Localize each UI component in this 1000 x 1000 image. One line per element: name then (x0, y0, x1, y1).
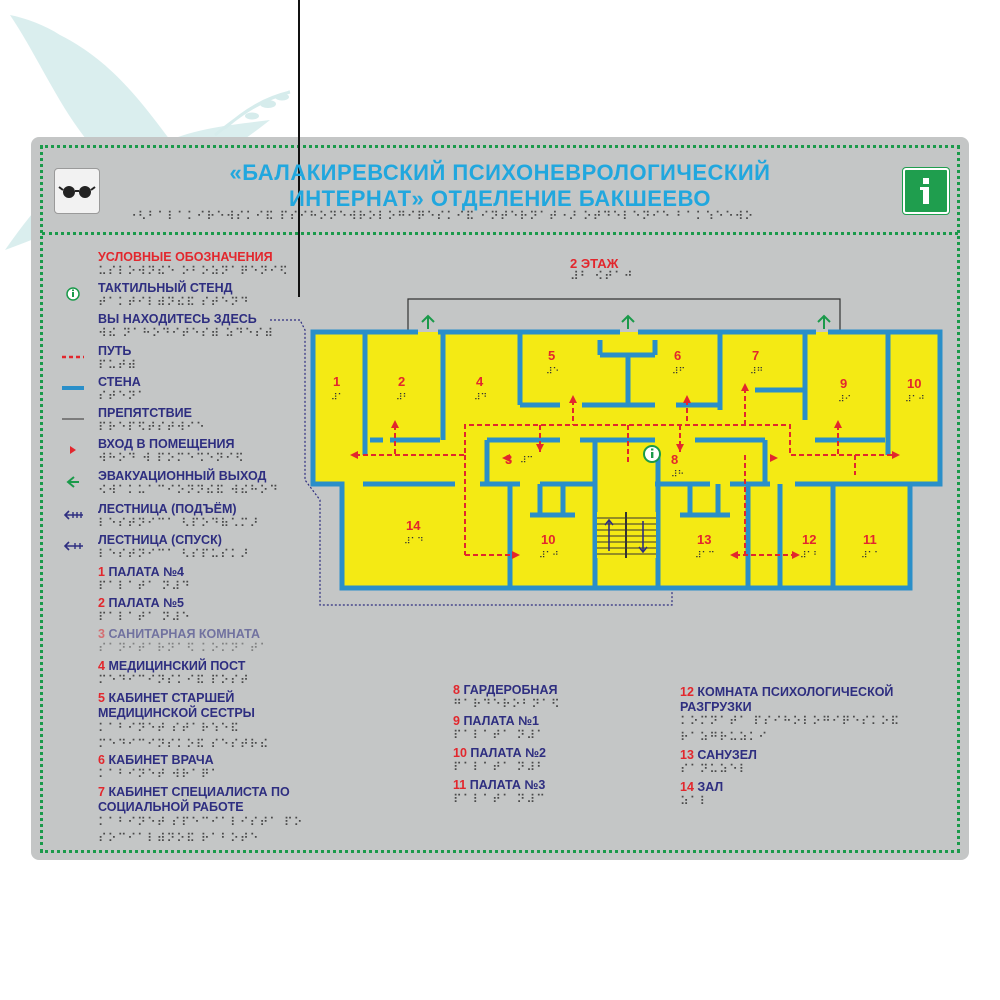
legend-item-braille: ⠪⠺⠁⠅⠥⠁⠉⠊⠕⠝⠝⠮⠯ ⠺⠮⠓⠕⠙ (98, 483, 280, 497)
legend-item-braille: ⠏⠗⠑⠏⠫⠞⠎⠞⠺⠊⠑ (98, 420, 206, 434)
room-list-item: 5 КАБИНЕТ СТАРШЕЙ (98, 691, 235, 705)
svg-text:⠼⠋: ⠼⠋ (672, 367, 686, 377)
title-line-2: ИНТЕРНАТ» ОТДЕЛЕНИЕ БАКШЕЕВО (288, 186, 712, 211)
svg-text:⠼⠁⠁: ⠼⠁⠁ (861, 551, 881, 561)
legend-item-label: ЛЕСТНИЦА (СПУСК) (98, 533, 222, 547)
legend-item-label: ВЫ НАХОДИТЕСЬ ЗДЕСЬ (98, 312, 257, 326)
evacuation-exits (422, 316, 830, 329)
room-list-braille: ⠅⠁⠃⠊⠝⠑⠞ ⠎⠏⠑⠉⠊⠁⠇⠊⠎⠞⠁ ⠏⠕ (98, 815, 304, 829)
legend-item-label: ПРЕПЯТСТВИЕ (98, 406, 192, 420)
room-list-braille: ⠏⠁⠇⠁⠞⠁ ⠝⠼⠁ (453, 728, 546, 742)
svg-text:⠼⠃: ⠼⠃ (396, 393, 410, 403)
room-list-item-line2: СОЦИАЛЬНОЙ РАБОТЕ (98, 800, 244, 814)
legend-item-braille: ⠇⠑⠎⠞⠝⠊⠉⠁ ⠣⠎⠏⠥⠎⠅⠜ (98, 547, 250, 561)
room-number: 8 (671, 452, 679, 467)
room-list-item: 8 ГАРДЕРОБНАЯ (453, 683, 558, 697)
legend-title: УСЛОВНЫЕ ОБОЗНАЧЕНИЯ (98, 250, 273, 264)
room-list-item: 10 ПАЛАТА №2 (453, 746, 546, 760)
room-list-item: 6 КАБИНЕТ ВРАЧА (98, 753, 214, 767)
legend-item-braille: ⠇⠑⠎⠞⠝⠊⠉⠁ ⠣⠏⠕⠙⠷⠡⠍⠜ (98, 516, 260, 530)
svg-text:⠼⠁: ⠼⠁ (331, 393, 345, 403)
room-list-braille: ⠅⠕⠍⠝⠁⠞⠁ ⠏⠎⠊⠓⠕⠇⠕⠛⠊⠟⠑⠎⠅⠕⠯ (680, 714, 901, 728)
floor-braille: ⠼⠃ ⠪⠞⠁⠚ (570, 269, 634, 283)
svg-text:⠼⠁⠚: ⠼⠁⠚ (539, 551, 559, 561)
room-number: 10 (541, 532, 556, 547)
room-number: 14 (406, 518, 421, 533)
svg-text:⠼⠉: ⠼⠉ (520, 456, 534, 466)
svg-text:⠼⠁⠚: ⠼⠁⠚ (905, 395, 925, 405)
title-braille: ⠐⠣⠃⠁⠇⠁⠅⠊⠗⠑⠺⠎⠅⠊⠯ ⠏⠎⠊⠓⠕⠝⠑⠺⠗⠕⠇⠕⠛⠊⠟⠑⠎⠅⠊⠯ ⠊⠝⠞⠑⠗⠝⠁⠞⠐⠜ ⠕⠞⠙⠑⠇⠑⠝⠊⠑ ⠃⠁⠅⠱⠑⠑⠺⠕ (128, 209, 755, 223)
svg-text:⠼⠁⠉: ⠼⠁⠉ (695, 551, 715, 561)
room-number: 13 (697, 532, 712, 547)
room-list-braille: ⠏⠁⠇⠁⠞⠁ ⠝⠼⠃ (453, 760, 546, 774)
room-list-braille: ⠎⠕⠉⠊⠁⠇⠾⠝⠕⠯ ⠗⠁⠃⠕⠞⠑ (98, 831, 260, 845)
svg-text:⠼⠊: ⠼⠊ (838, 395, 852, 405)
title-line-1: «БАЛАКИРЕВСКИЙ ПСИХОНЕВРОЛОГИЧЕСКИЙ (229, 160, 771, 185)
room-list-item-line2: РАЗГРУЗКИ (680, 700, 752, 714)
legend-item-label: СТЕНА (98, 375, 141, 389)
room-list-item: 9 ПАЛАТА №1 (453, 714, 540, 728)
svg-text:⠼⠁⠙: ⠼⠁⠙ (404, 537, 424, 547)
svg-text:⠼⠑: ⠼⠑ (546, 367, 560, 377)
room-list-item: 14 ЗАЛ (680, 780, 724, 794)
room-list-item: 4 МЕДИЦИНСКИЙ ПОСТ (98, 659, 246, 673)
legend-item-braille: ⠎⠞⠑⠝⠁ (98, 389, 147, 403)
legend-item-label: ВХОД В ПОМЕЩЕНИЯ (98, 437, 235, 451)
legend-item-label: ЛЕСТНИЦА (ПОДЪЁМ) (98, 502, 237, 516)
svg-text:⠼⠁⠃: ⠼⠁⠃ (800, 551, 820, 561)
room-list-item: 13 САНУЗЕЛ (680, 748, 757, 762)
room-number: 9 (840, 376, 848, 391)
legend-title-braille: ⠥⠎⠇⠕⠺⠝⠮⠑ ⠕⠃⠕⠵⠝⠁⠟⠑⠝⠊⠫ (98, 264, 289, 278)
obstacle-line (408, 299, 840, 330)
floor-label: 2 ЭТАЖ (570, 256, 619, 271)
stairwell (597, 512, 656, 558)
room-list-braille: ⠎⠁⠝⠊⠞⠁⠗⠝⠁⠫ ⠅⠕⠍⠝⠁⠞⠁ (98, 641, 270, 655)
room-list-braille: ⠎⠁⠝⠥⠵⠑⠇ (680, 762, 749, 776)
room-number: 5 (548, 348, 556, 363)
legend-item-label: ЭВАКУАЦИОННЫЙ ВЫХОД (98, 469, 267, 483)
legend-item-braille: ⠏⠥⠞⠾ (98, 358, 138, 372)
room-list-braille: ⠅⠁⠃⠊⠝⠑⠞ ⠎⠞⠁⠗⠱⠑⠯ (98, 721, 240, 735)
room-list-item-line2: МЕДИЦИНСКОЙ СЕСТРЫ (98, 706, 255, 720)
legend-item-braille: ⠺⠮ ⠝⠁⠓⠕⠙⠊⠞⠑⠎⠾ ⠵⠙⠑⠎⠾ (98, 326, 275, 340)
room-list-braille: ⠗⠁⠵⠛⠗⠥⠵⠅⠊ (680, 730, 769, 744)
room-list-braille: ⠍⠑⠙⠊⠉⠊⠝⠎⠅⠕⠯ ⠎⠑⠎⠞⠗⠮ (98, 737, 270, 751)
room-list-braille: ⠍⠑⠙⠊⠉⠊⠝⠎⠅⠊⠯ ⠏⠕⠎⠞ (98, 673, 250, 687)
room-number: 4 (476, 374, 484, 389)
svg-text:⠼⠛: ⠼⠛ (750, 367, 764, 377)
room-list-braille: ⠏⠁⠇⠁⠞⠁ ⠝⠼⠙ (98, 579, 191, 593)
room-number: 1 (333, 374, 341, 389)
room-number: 2 (398, 374, 406, 389)
room-number: 6 (674, 348, 682, 363)
room-number: 3 (505, 452, 513, 467)
room-list-braille: ⠅⠁⠃⠊⠝⠑⠞ ⠺⠗⠁⠟⠁ (98, 767, 221, 781)
legend-item-braille: ⠞⠁⠅⠞⠊⠇⠾⠝⠮⠯ ⠎⠞⠑⠝⠙ (98, 295, 250, 309)
room-list-braille: ⠛⠁⠗⠙⠑⠗⠕⠃⠝⠁⠫ (453, 697, 561, 711)
legend-item-label: ТАКТИЛЬНЫЙ СТЕНД (98, 281, 233, 295)
room-list-item: 1 ПАЛАТА №4 (98, 565, 185, 579)
room-number: 7 (752, 348, 760, 363)
room-list-item: 12 КОМНАТА ПСИХОЛОГИЧЕСКОЙ (680, 685, 894, 699)
svg-text:⠼⠙: ⠼⠙ (474, 393, 488, 403)
room-number: 10 (907, 376, 922, 391)
room-list-braille: ⠏⠁⠇⠁⠞⠁ ⠝⠼⠉ (453, 792, 546, 806)
legend-item-label: ПУТЬ (98, 344, 132, 358)
svg-text:⠼⠓: ⠼⠓ (671, 470, 685, 480)
room-list-item: 2 ПАЛАТА №5 (98, 596, 185, 610)
room-list-item: 11 ПАЛАТА №3 (453, 778, 546, 792)
room-list-braille: ⠏⠁⠇⠁⠞⠁ ⠝⠼⠑ (98, 610, 191, 624)
legend-item-braille: ⠺⠓⠕⠙ ⠺ ⠏⠕⠍⠑⠩⠑⠝⠊⠫ (98, 451, 245, 465)
room-list-item: 7 КАБИНЕТ СПЕЦИАЛИСТА ПО (98, 785, 290, 799)
room-list-item: 3 САНИТАРНАЯ КОМНАТА (98, 627, 260, 641)
room-list-braille: ⠵⠁⠇ (680, 794, 710, 808)
room-number: 12 (802, 532, 817, 547)
room-number: 11 (863, 532, 877, 547)
tactile-stand-marker (644, 446, 660, 462)
